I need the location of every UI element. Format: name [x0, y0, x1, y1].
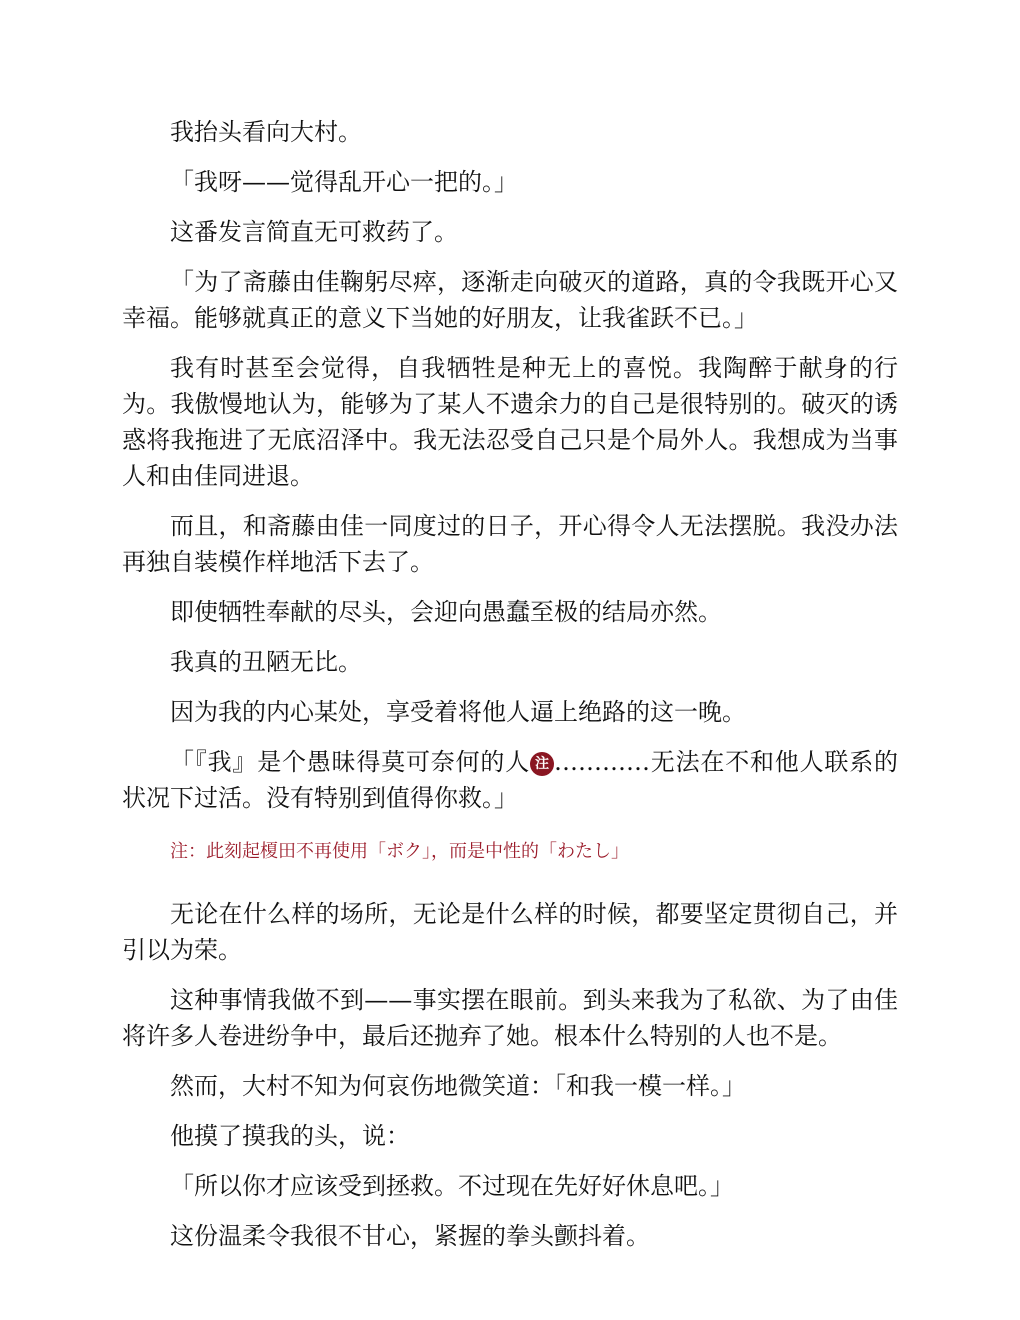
paragraph: 我抬头看向大村。	[170, 118, 362, 146]
footnote: 注：此刻起榎田不再使用「ボク」，而是中性的「わたし」	[170, 841, 629, 862]
paragraph: 「为了斋藤由佳鞠躬尽瘁，逐渐走向破灭的道路，真的令我既开心又幸福。能够就真正的意义下当她的好朋友，让我雀跃不已。」	[122, 268, 898, 332]
paragraph: 然而，大村不知为何哀伤地微笑道：「和我一模一样。」	[170, 1072, 746, 1100]
paragraph: 「我呀——觉得乱开心一把的。」	[170, 168, 518, 196]
paragraph: 这份温柔令我很不甘心，紧握的拳头颤抖着。	[170, 1222, 650, 1250]
paragraph: 他摸了摸我的头，说：	[170, 1122, 410, 1150]
paragraph: 而且，和斋藤由佳一同度过的日子，开心得令人无法摆脱。我没办法再独自装模作样地活下去了。	[122, 512, 898, 576]
annotated-text-before: 「『我』是个愚昧得莫可奈何的人	[170, 748, 530, 776]
paragraph: 因为我的内心某处，享受着将他人逼上绝路的这一晚。	[170, 698, 746, 726]
paragraph: 即使牺牲奉献的尽头，会迎向愚蠢至极的结局亦然。	[170, 598, 722, 626]
paragraph: 我有时甚至会觉得，自我牺牲是种无上的喜悦。我陶醉于献身的行为。我傲慢地认为，能够为了某人不遗余力的自己是很特别的。破灭的诱惑将我拖进了无底沼泽中。我无法忍受自己只是个局外人。我想成为当事人和由佳同进退。	[122, 354, 898, 490]
annotated-text-after: …………无法在不和他人联系的状况下过活。没有特别到值得你救。」	[122, 748, 898, 812]
paragraph: 我真的丑陋无比。	[170, 648, 362, 676]
paragraph: 无论在什么样的场所，无论是什么样的时候，都要坚定贯彻自己，并引以为荣。	[122, 900, 898, 964]
paragraph: 「所以你才应该受到拯救。不过现在先好好休息吧。」	[170, 1172, 734, 1200]
document-body	[122, 114, 898, 1254]
paragraph: 这种事情我做不到——事实摆在眼前。到头来我为了私欲、为了由佳将许多人卷进纷争中，最后还抛弃了她。根本什么特别的人也不是。	[122, 986, 898, 1050]
footnote-marker-icon[interactable]: 注	[530, 752, 554, 776]
paragraph: 这番发言简直无可救药了。	[170, 218, 458, 246]
annotated-paragraph	[122, 744, 898, 816]
